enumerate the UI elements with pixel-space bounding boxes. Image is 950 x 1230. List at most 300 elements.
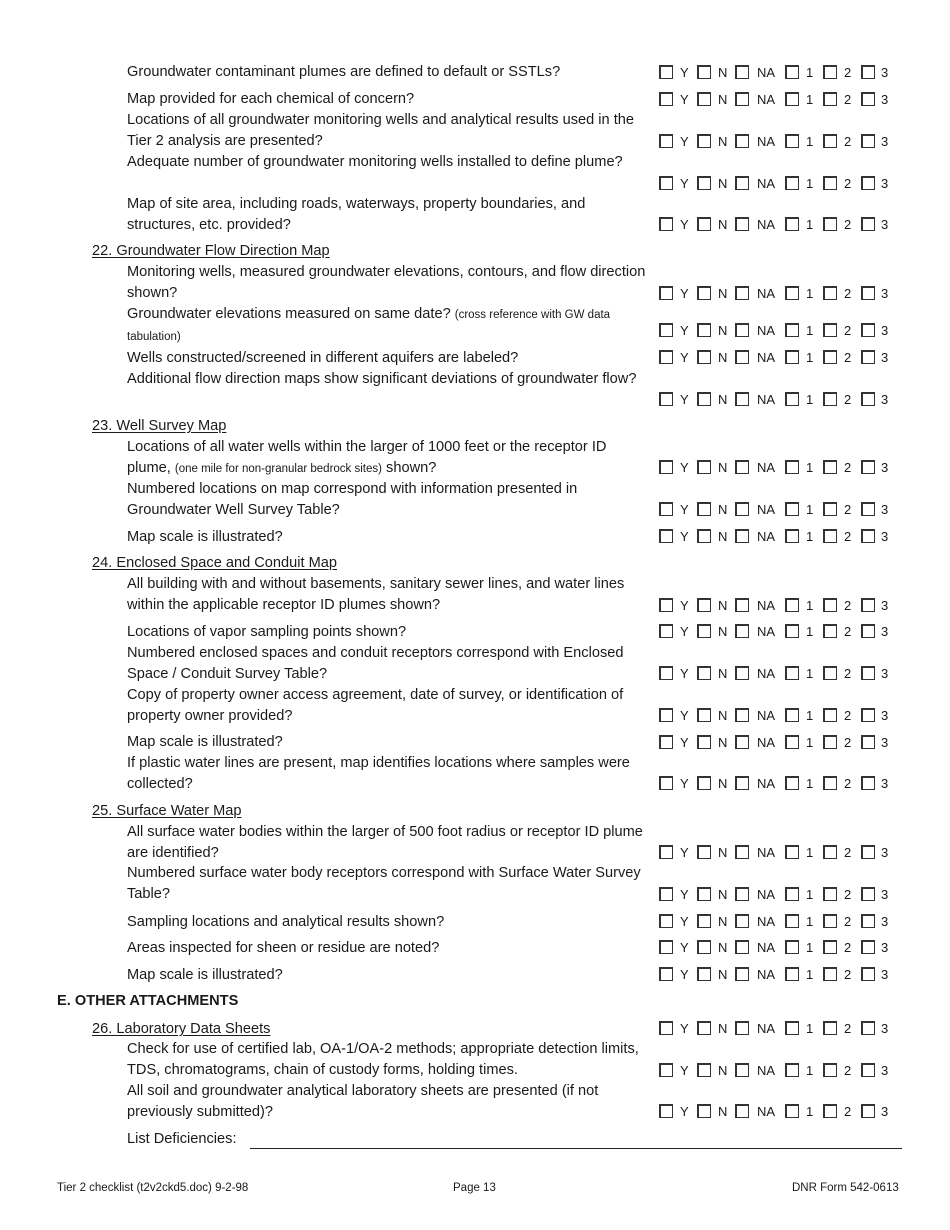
question-text: Numbered enclosed spaces and conduit receptors correspond with Enclosed Space / Conduit Survey Table?	[127, 645, 624, 682]
checkbox-label-no: N	[718, 65, 728, 80]
checkbox-score-2[interactable]	[823, 460, 837, 474]
checkbox-no[interactable]	[697, 1063, 711, 1077]
checkbox-na[interactable]	[735, 176, 749, 190]
checkbox-score-1[interactable]	[785, 967, 799, 981]
checkbox-label-score-1: 1	[806, 65, 814, 80]
checkbox-label-score-2: 2	[844, 735, 852, 750]
checkbox-label-score-3: 3	[881, 502, 889, 517]
checkbox-yes[interactable]	[659, 323, 673, 337]
checkbox-label-no: N	[718, 392, 728, 407]
checkbox-score-1[interactable]	[785, 350, 799, 364]
checkbox-label-score-3: 3	[881, 914, 889, 929]
checkbox-score-1[interactable]	[785, 735, 799, 749]
checkbox-label-no: N	[718, 176, 728, 191]
checkbox-label-score-1: 1	[806, 1021, 814, 1036]
checkbox-no[interactable]	[697, 65, 711, 79]
checkbox-na[interactable]	[735, 735, 749, 749]
checkbox-label-score-2: 2	[844, 708, 852, 723]
question-text: Numbered locations on map correspond with information presented in Groundwater Well Survey Table?	[127, 481, 578, 518]
checkbox-score-3[interactable]	[861, 350, 875, 364]
checkbox-label-na: NA	[757, 502, 776, 517]
checkbox-score-2[interactable]	[823, 598, 837, 612]
checkbox-label-yes: Y	[680, 350, 689, 365]
checkbox-na[interactable]	[735, 887, 749, 901]
checkbox-label-score-2: 2	[844, 967, 852, 982]
checkbox-label-yes: Y	[680, 65, 689, 80]
checkbox-label-na: NA	[757, 92, 776, 107]
checkbox-yes[interactable]	[659, 134, 673, 148]
checkbox-no[interactable]	[697, 624, 711, 638]
checkbox-row	[659, 914, 899, 932]
checkbox-na[interactable]	[735, 529, 749, 543]
checkbox-label-score-2: 2	[844, 286, 852, 301]
checkbox-score-2[interactable]	[823, 735, 837, 749]
checkbox-label-score-1: 1	[806, 1063, 814, 1078]
checkbox-score-1[interactable]	[785, 845, 799, 859]
checkbox-na[interactable]	[735, 967, 749, 981]
checkbox-label-na: NA	[757, 460, 776, 475]
checkbox-label-yes: Y	[680, 92, 689, 107]
checkbox-label-na: NA	[757, 967, 776, 982]
checkbox-score-2[interactable]	[823, 65, 837, 79]
checkbox-na[interactable]	[735, 598, 749, 612]
checkbox-score-1[interactable]	[785, 598, 799, 612]
checkbox-yes[interactable]	[659, 776, 673, 790]
checkbox-score-1[interactable]	[785, 708, 799, 722]
checkbox-label-score-3: 3	[881, 1104, 889, 1119]
checkbox-no[interactable]	[697, 350, 711, 364]
checkbox-label-score-1: 1	[806, 502, 814, 517]
question-note: (cross reference with GW data tabulation)	[127, 309, 611, 343]
checkbox-row	[659, 65, 899, 83]
checkbox-na[interactable]	[735, 134, 749, 148]
checkbox-score-1[interactable]	[785, 176, 799, 190]
checkbox-label-na: NA	[757, 1021, 776, 1036]
checkbox-score-2[interactable]	[823, 529, 837, 543]
checkbox-label-score-2: 2	[844, 598, 852, 613]
checkbox-label-no: N	[718, 598, 728, 613]
question-text: Map scale is illustrated?	[127, 529, 283, 545]
checkbox-row	[659, 708, 899, 726]
checkbox-label-yes: Y	[680, 323, 689, 338]
checkbox-label-yes: Y	[680, 735, 689, 750]
checkbox-score-2[interactable]	[823, 92, 837, 106]
checkbox-score-1[interactable]	[785, 286, 799, 300]
checkbox-score-1[interactable]	[785, 776, 799, 790]
checkbox-score-3[interactable]	[861, 598, 875, 612]
checkbox-label-score-2: 2	[844, 776, 852, 791]
checkbox-no[interactable]	[697, 529, 711, 543]
checkbox-label-score-1: 1	[806, 845, 814, 860]
checkbox-label-score-1: 1	[806, 666, 814, 681]
checkbox-score-1[interactable]	[785, 1063, 799, 1077]
checkbox-score-3[interactable]	[861, 176, 875, 190]
checkbox-row	[659, 967, 899, 985]
checkbox-label-no: N	[718, 92, 728, 107]
checkbox-label-score-3: 3	[881, 776, 889, 791]
checkbox-label-na: NA	[757, 1104, 776, 1119]
checkbox-label-no: N	[718, 666, 728, 681]
checkbox-label-no: N	[718, 735, 728, 750]
checkbox-na[interactable]	[735, 1104, 749, 1118]
checkbox-label-yes: Y	[680, 887, 689, 902]
checkbox-score-3[interactable]	[861, 1104, 875, 1118]
checkbox-label-yes: Y	[680, 914, 689, 929]
checkbox-score-1[interactable]	[785, 1104, 799, 1118]
checkbox-yes[interactable]	[659, 940, 673, 954]
checkbox-label-na: NA	[757, 887, 776, 902]
checkbox-score-1[interactable]	[785, 92, 799, 106]
checkbox-score-2[interactable]	[823, 914, 837, 928]
checkbox-label-score-3: 3	[881, 624, 889, 639]
checkbox-na[interactable]	[735, 460, 749, 474]
checkbox-no[interactable]	[697, 460, 711, 474]
checkbox-score-3[interactable]	[861, 1063, 875, 1077]
checkbox-yes[interactable]	[659, 392, 673, 406]
checkbox-label-score-1: 1	[806, 708, 814, 723]
checkbox-label-no: N	[718, 1021, 728, 1036]
checkbox-score-2[interactable]	[823, 887, 837, 901]
checkbox-row	[659, 1063, 899, 1081]
checkbox-label-score-1: 1	[806, 217, 814, 232]
checkbox-na[interactable]	[735, 217, 749, 231]
checkbox-score-3[interactable]	[861, 502, 875, 516]
checkbox-label-no: N	[718, 460, 728, 475]
checkbox-label-na: NA	[757, 65, 776, 80]
checkbox-score-1[interactable]	[785, 940, 799, 954]
checkbox-label-score-3: 3	[881, 460, 889, 475]
checkbox-label-score-3: 3	[881, 940, 889, 955]
checkbox-label-no: N	[718, 887, 728, 902]
checkbox-yes[interactable]	[659, 708, 673, 722]
checkbox-label-score-3: 3	[881, 350, 889, 365]
checkbox-yes[interactable]	[659, 286, 673, 300]
checkbox-score-2[interactable]	[823, 776, 837, 790]
checkbox-score-1[interactable]	[785, 1021, 799, 1035]
question-text: All soil and groundwater analytical laboratory sheets are presented (if not previously submitted)?	[127, 1083, 599, 1120]
checkbox-label-score-1: 1	[806, 735, 814, 750]
checkbox-score-3[interactable]	[861, 967, 875, 981]
checkbox-score-3[interactable]	[861, 940, 875, 954]
checkbox-score-2[interactable]	[823, 940, 837, 954]
checkbox-no[interactable]	[697, 887, 711, 901]
checkbox-no[interactable]	[697, 502, 711, 516]
question-text: All surface water bodies within the larger of 500 foot radius or receptor ID plume are identified?	[127, 824, 643, 861]
checkbox-yes[interactable]	[659, 502, 673, 516]
checkbox-label-score-1: 1	[806, 392, 814, 407]
checkbox-score-3[interactable]	[861, 392, 875, 406]
checkbox-yes[interactable]	[659, 967, 673, 981]
checkbox-row	[659, 529, 899, 547]
checkbox-label-score-2: 2	[844, 65, 852, 80]
checkbox-label-score-1: 1	[806, 350, 814, 365]
checkbox-label-yes: Y	[680, 1021, 689, 1036]
checkbox-score-3[interactable]	[861, 65, 875, 79]
checkbox-label-score-3: 3	[881, 134, 889, 149]
checkbox-label-na: NA	[757, 624, 776, 639]
checkbox-na[interactable]	[735, 708, 749, 722]
checkbox-score-2[interactable]	[823, 708, 837, 722]
checkbox-label-no: N	[718, 967, 728, 982]
checkbox-yes[interactable]	[659, 1021, 673, 1035]
checkbox-label-yes: Y	[680, 1104, 689, 1119]
checkbox-label-score-1: 1	[806, 134, 814, 149]
checkbox-score-1[interactable]	[785, 914, 799, 928]
checkbox-score-2[interactable]	[823, 502, 837, 516]
checkbox-yes[interactable]	[659, 92, 673, 106]
checkbox-no[interactable]	[697, 323, 711, 337]
checkbox-score-1[interactable]	[785, 323, 799, 337]
heading-groundwater-flow-map: 22. Groundwater Flow Direction Map	[92, 243, 330, 259]
checkbox-score-2[interactable]	[823, 134, 837, 148]
checkbox-no[interactable]	[697, 286, 711, 300]
checkbox-row	[659, 392, 899, 410]
checkbox-no[interactable]	[697, 735, 711, 749]
checkbox-score-2[interactable]	[823, 176, 837, 190]
checkbox-label-yes: Y	[680, 708, 689, 723]
checkbox-yes[interactable]	[659, 666, 673, 680]
checkbox-yes[interactable]	[659, 1104, 673, 1118]
checkbox-label-na: NA	[757, 350, 776, 365]
checkbox-label-na: NA	[757, 392, 776, 407]
checkbox-label-score-1: 1	[806, 176, 814, 191]
checkbox-label-score-2: 2	[844, 887, 852, 902]
checkbox-row	[659, 502, 899, 520]
question-text: Monitoring wells, measured groundwater elevations, contours, and flow direction shown?	[127, 264, 646, 301]
checkbox-score-2[interactable]	[823, 323, 837, 337]
checkbox-score-3[interactable]	[861, 134, 875, 148]
question-text	[127, 437, 647, 480]
checkbox-no[interactable]	[697, 392, 711, 406]
checkbox-label-no: N	[718, 708, 728, 723]
checkbox-label-na: NA	[757, 1063, 776, 1078]
checkbox-yes[interactable]	[659, 914, 673, 928]
checkbox-yes[interactable]	[659, 176, 673, 190]
checkbox-score-3[interactable]	[861, 460, 875, 474]
checkbox-row	[659, 624, 899, 642]
checkbox-label-score-1: 1	[806, 967, 814, 982]
checkbox-na[interactable]	[735, 845, 749, 859]
checkbox-label-no: N	[718, 1104, 728, 1119]
checkbox-label-yes: Y	[680, 502, 689, 517]
question-main: Locations of all water wells within the larger of 1000 feet or the receptor ID plume,	[127, 439, 607, 476]
checkbox-score-3[interactable]	[861, 323, 875, 337]
checkbox-no[interactable]	[697, 598, 711, 612]
checkbox-label-na: NA	[757, 286, 776, 301]
checkbox-na[interactable]	[735, 666, 749, 680]
checkbox-yes[interactable]	[659, 1063, 673, 1077]
checkbox-score-2[interactable]	[823, 967, 837, 981]
checkbox-score-3[interactable]	[861, 735, 875, 749]
checkbox-row	[659, 1104, 899, 1122]
question-text: Areas inspected for sheen or residue are noted?	[127, 940, 440, 956]
question-text: Numbered surface water body receptors correspond with Surface Water Survey Table?	[127, 865, 641, 902]
checkbox-label-no: N	[718, 134, 728, 149]
checkbox-label-score-3: 3	[881, 887, 889, 902]
checkbox-label-score-3: 3	[881, 735, 889, 750]
footer-document-id: Tier 2 checklist (t2v2ckd5.doc) 9-2-98	[57, 1182, 249, 1194]
checkbox-yes[interactable]	[659, 350, 673, 364]
checkbox-score-3[interactable]	[861, 666, 875, 680]
checkbox-score-1[interactable]	[785, 217, 799, 231]
question-text: If plastic water lines are present, map identifies locations where samples were collected?	[127, 755, 630, 792]
question-suffix: shown?	[386, 460, 437, 476]
checkbox-label-no: N	[718, 350, 728, 365]
checkbox-score-2[interactable]	[823, 624, 837, 638]
checkbox-score-2[interactable]	[823, 217, 837, 231]
checkbox-score-1[interactable]	[785, 392, 799, 406]
checkbox-score-3[interactable]	[861, 529, 875, 543]
question-text: Map scale is illustrated?	[127, 734, 283, 750]
checkbox-label-no: N	[718, 217, 728, 232]
footer-form-number: DNR Form 542-0613	[792, 1182, 899, 1194]
checkbox-na[interactable]	[735, 1021, 749, 1035]
checkbox-score-3[interactable]	[861, 776, 875, 790]
question-text: Map of site area, including roads, waterways, property boundaries, and structures, etc. provided?	[127, 196, 586, 233]
checkbox-label-yes: Y	[680, 460, 689, 475]
checkbox-na[interactable]	[735, 323, 749, 337]
checkbox-label-yes: Y	[680, 529, 689, 544]
checkbox-score-1[interactable]	[785, 134, 799, 148]
checkbox-na[interactable]	[735, 392, 749, 406]
checkbox-label-score-1: 1	[806, 323, 814, 338]
checkbox-yes[interactable]	[659, 845, 673, 859]
checkbox-score-3[interactable]	[861, 1021, 875, 1035]
checkbox-no[interactable]	[697, 134, 711, 148]
checkbox-no[interactable]	[697, 845, 711, 859]
checkbox-label-na: NA	[757, 529, 776, 544]
checkbox-na[interactable]	[735, 940, 749, 954]
checkbox-score-2[interactable]	[823, 1021, 837, 1035]
checkbox-label-score-3: 3	[881, 1063, 889, 1078]
checkbox-no[interactable]	[697, 217, 711, 231]
checkbox-label-score-2: 2	[844, 134, 852, 149]
checkbox-yes[interactable]	[659, 460, 673, 474]
footer-page-number: Page 13	[453, 1182, 496, 1194]
checkbox-yes[interactable]	[659, 65, 673, 79]
checkbox-label-score-3: 3	[881, 598, 889, 613]
checkbox-score-1[interactable]	[785, 666, 799, 680]
checkbox-score-2[interactable]	[823, 1063, 837, 1077]
checkbox-no[interactable]	[697, 1104, 711, 1118]
checkbox-score-3[interactable]	[861, 217, 875, 231]
checkbox-label-score-3: 3	[881, 845, 889, 860]
checkbox-label-no: N	[718, 286, 728, 301]
checkbox-score-3[interactable]	[861, 887, 875, 901]
question-text: Sampling locations and analytical results shown?	[127, 914, 445, 930]
checkbox-label-score-3: 3	[881, 666, 889, 681]
question-text: Copy of property owner access agreement, date of survey, or identification of property owner provided?	[127, 687, 624, 724]
checkbox-label-yes: Y	[680, 598, 689, 613]
checkbox-yes[interactable]	[659, 529, 673, 543]
checkbox-label-score-2: 2	[844, 529, 852, 544]
checkbox-na[interactable]	[735, 65, 749, 79]
checkbox-no[interactable]	[697, 176, 711, 190]
checkbox-no[interactable]	[697, 92, 711, 106]
checkbox-score-3[interactable]	[861, 914, 875, 928]
deficiencies-input-line[interactable]	[250, 1148, 902, 1149]
checkbox-score-1[interactable]	[785, 460, 799, 474]
checkbox-yes[interactable]	[659, 735, 673, 749]
checkbox-no[interactable]	[697, 967, 711, 981]
checkbox-no[interactable]	[697, 940, 711, 954]
checkbox-score-2[interactable]	[823, 845, 837, 859]
checkbox-score-2[interactable]	[823, 286, 837, 300]
checkbox-score-3[interactable]	[861, 845, 875, 859]
checkbox-yes[interactable]	[659, 624, 673, 638]
checkbox-label-no: N	[718, 529, 728, 544]
checkbox-na[interactable]	[735, 624, 749, 638]
checkbox-na[interactable]	[735, 350, 749, 364]
checkbox-yes[interactable]	[659, 598, 673, 612]
checkbox-label-na: NA	[757, 940, 776, 955]
heading-well-survey-map: 23. Well Survey Map	[92, 418, 227, 434]
checkbox-no[interactable]	[697, 708, 711, 722]
checkbox-label-score-1: 1	[806, 887, 814, 902]
checkbox-label-score-2: 2	[844, 914, 852, 929]
checkbox-score-1[interactable]	[785, 529, 799, 543]
checkbox-label-no: N	[718, 624, 728, 639]
checkbox-score-3[interactable]	[861, 92, 875, 106]
checkbox-label-na: NA	[757, 134, 776, 149]
checkbox-row	[659, 666, 899, 684]
checkbox-label-score-2: 2	[844, 624, 852, 639]
checkbox-score-1[interactable]	[785, 65, 799, 79]
checkbox-label-na: NA	[757, 914, 776, 929]
checkbox-label-na: NA	[757, 598, 776, 613]
checkbox-label-score-1: 1	[806, 624, 814, 639]
question-text: Groundwater contaminant plumes are defined to default or SSTLs?	[127, 64, 561, 80]
checkbox-score-2[interactable]	[823, 666, 837, 680]
checkbox-score-2[interactable]	[823, 350, 837, 364]
checkbox-label-yes: Y	[680, 776, 689, 791]
checkbox-no[interactable]	[697, 914, 711, 928]
checkbox-label-score-1: 1	[806, 529, 814, 544]
checkbox-score-1[interactable]	[785, 502, 799, 516]
checkbox-no[interactable]	[697, 1021, 711, 1035]
checkbox-score-2[interactable]	[823, 1104, 837, 1118]
checkbox-no[interactable]	[697, 776, 711, 790]
checkbox-label-yes: Y	[680, 967, 689, 982]
checkbox-na[interactable]	[735, 502, 749, 516]
checkbox-yes[interactable]	[659, 217, 673, 231]
checkbox-na[interactable]	[735, 776, 749, 790]
checkbox-label-score-2: 2	[844, 1104, 852, 1119]
checkbox-label-score-2: 2	[844, 323, 852, 338]
checkbox-score-3[interactable]	[861, 286, 875, 300]
checkbox-label-yes: Y	[680, 666, 689, 681]
checkbox-label-score-3: 3	[881, 323, 889, 338]
checkbox-label-score-2: 2	[844, 845, 852, 860]
checkbox-row	[659, 940, 899, 958]
checkbox-label-score-2: 2	[844, 502, 852, 517]
checkbox-score-1[interactable]	[785, 624, 799, 638]
checkbox-score-2[interactable]	[823, 392, 837, 406]
checkbox-score-3[interactable]	[861, 624, 875, 638]
checkbox-na[interactable]	[735, 1063, 749, 1077]
checkbox-row	[659, 134, 899, 152]
checkbox-label-score-2: 2	[844, 92, 852, 107]
checkbox-no[interactable]	[697, 666, 711, 680]
checkbox-score-3[interactable]	[861, 708, 875, 722]
checkbox-na[interactable]	[735, 92, 749, 106]
checkbox-score-1[interactable]	[785, 887, 799, 901]
checkbox-na[interactable]	[735, 286, 749, 300]
checkbox-yes[interactable]	[659, 887, 673, 901]
checkbox-na[interactable]	[735, 914, 749, 928]
section-heading-other-attachments: E. OTHER ATTACHMENTS	[57, 993, 239, 1009]
question-main: Groundwater elevations measured on same date?	[127, 306, 451, 322]
